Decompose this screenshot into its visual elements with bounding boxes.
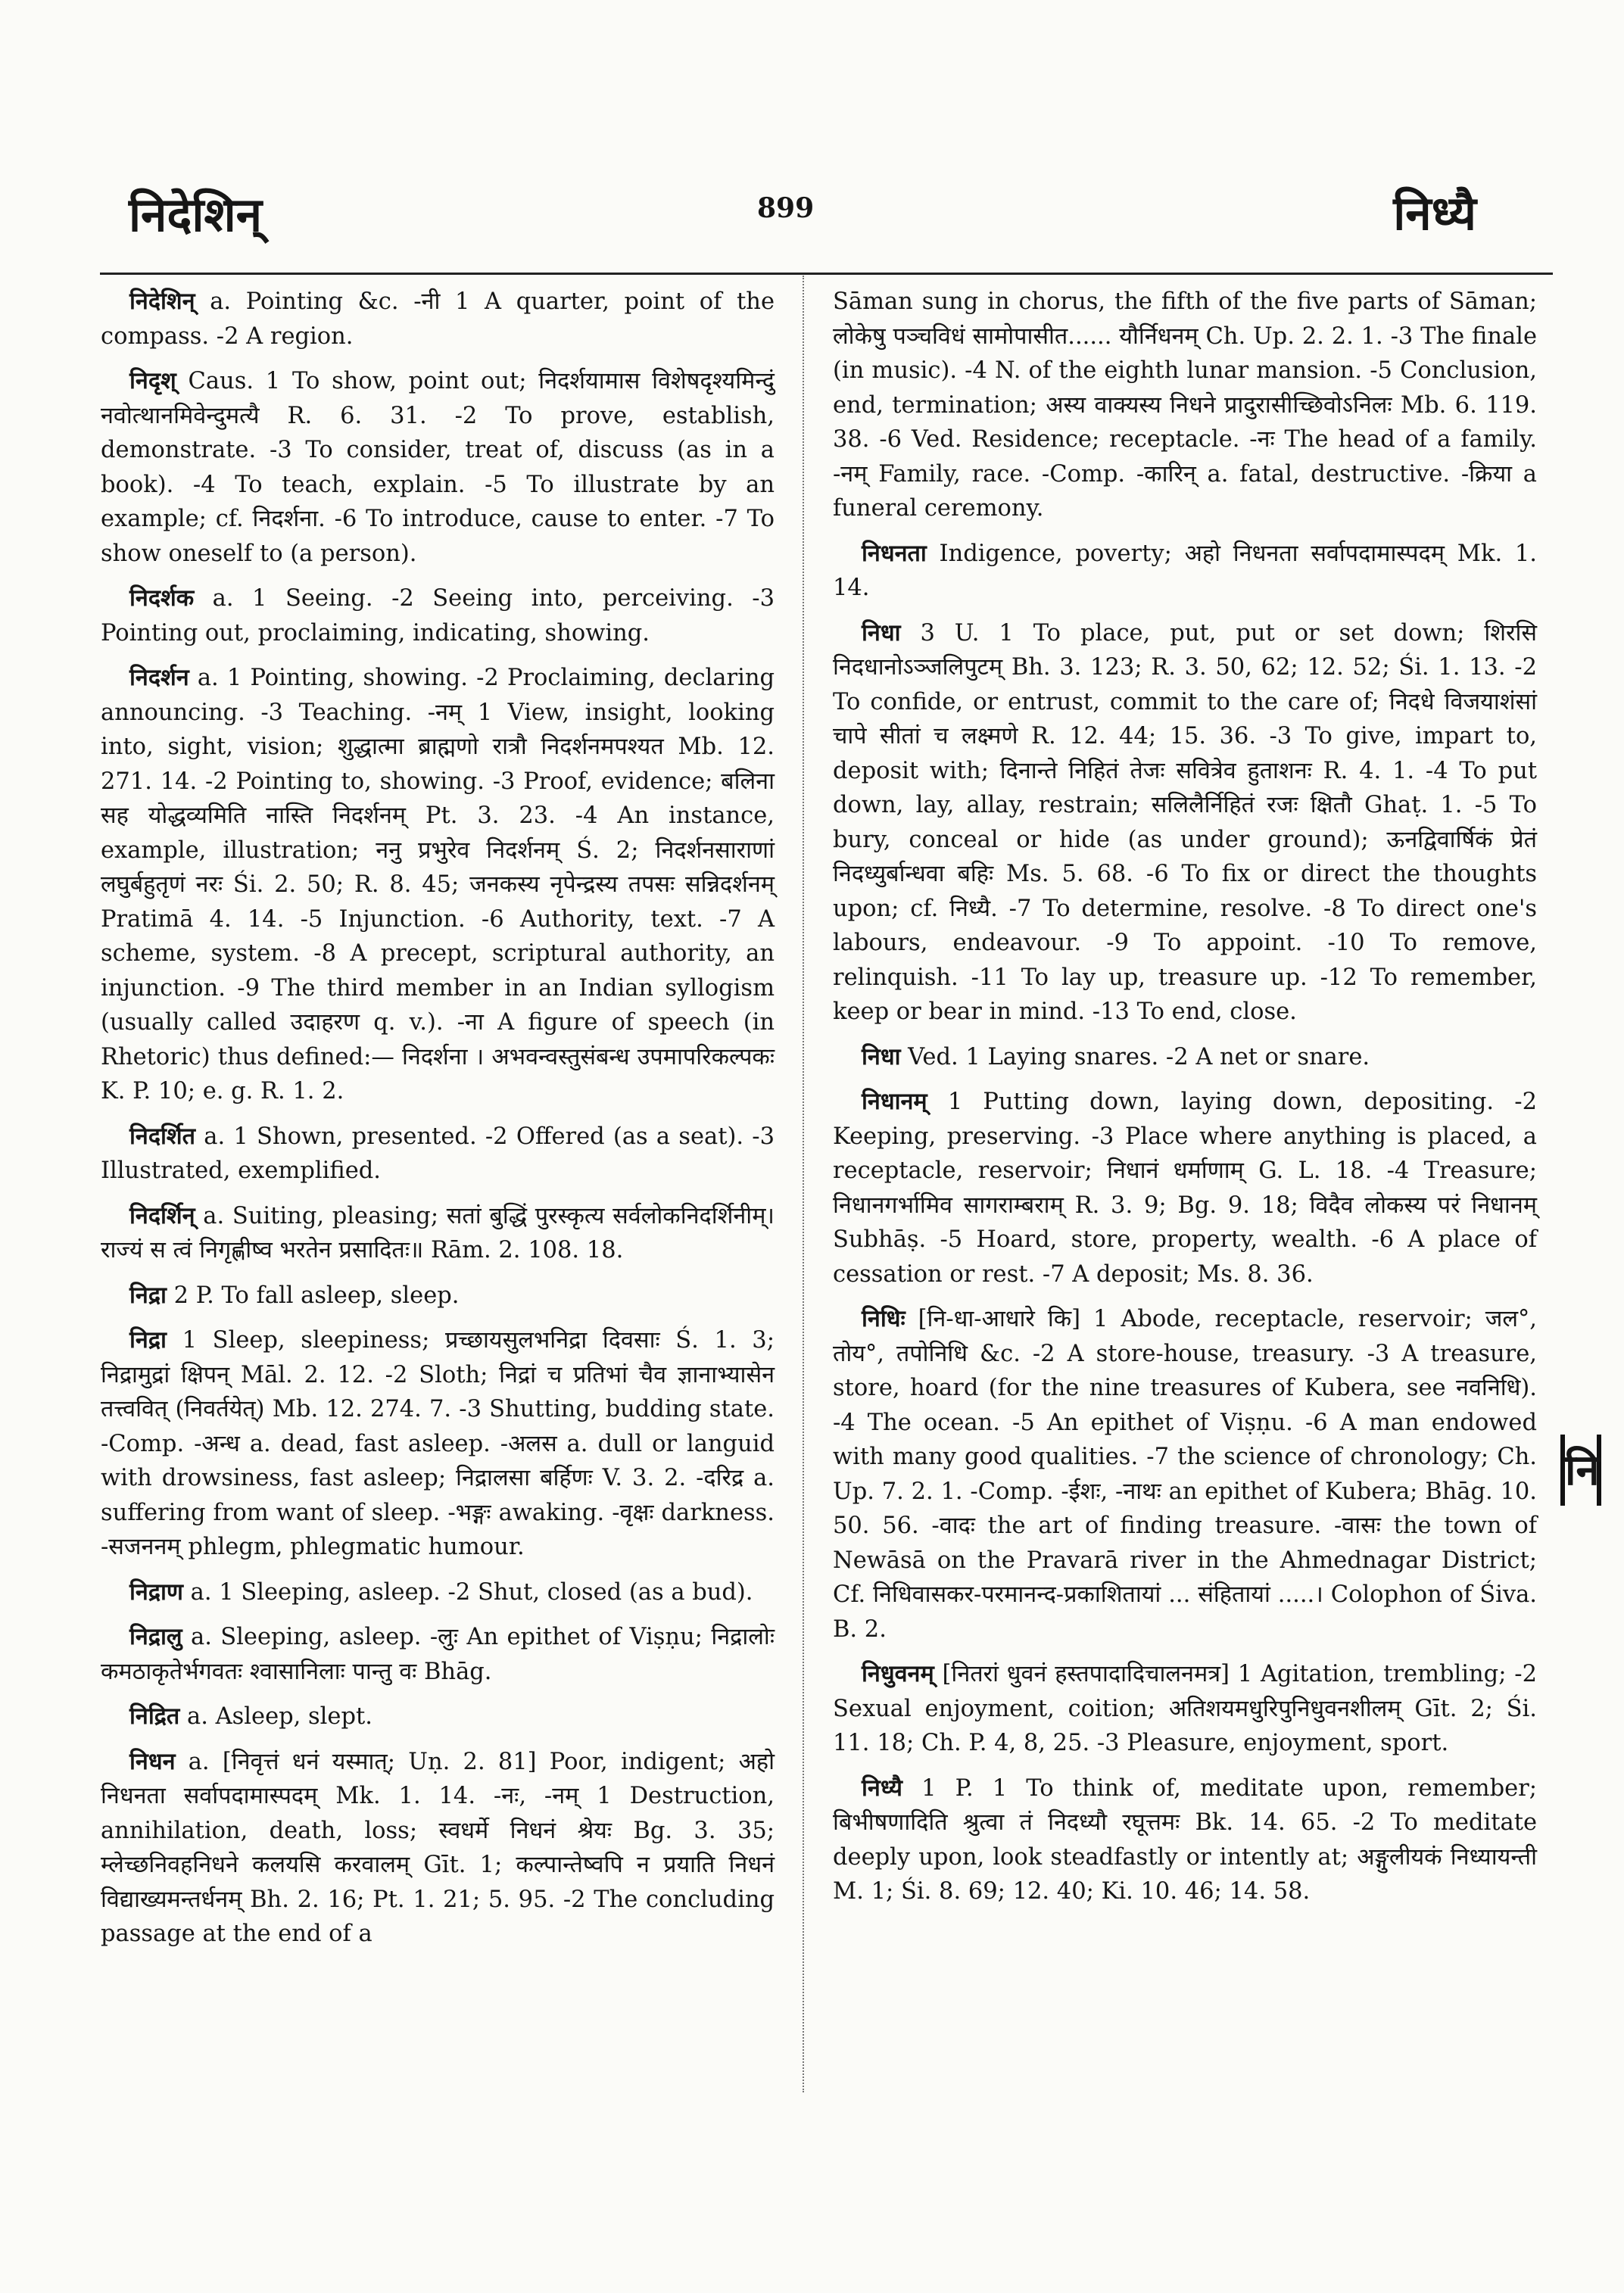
dictionary-entry [833,1085,1537,1291]
dictionary-entry [833,616,1537,1030]
headword: निदर्शक [129,584,195,612]
dictionary-entry [101,1745,775,1952]
headword: निदर्शन [129,664,189,691]
dictionary-entry [101,1699,775,1734]
right-column [833,285,1537,1920]
column-divider [803,276,804,2092]
dictionary-entry [101,1199,775,1268]
headword: निदेशिन् [129,288,195,315]
definition: a. 1 Sleeping, asleep. -2 Shut, closed (as a bud). [182,1578,753,1606]
definition: 3 U. 1 To place, put, put or set down; शिरसि निदधानोऽञ्जलिपुटम् Bh. 3. 123; R. 3. 50, 62; 12. 52; Śi. 1. 13. -2 To confide, or entrust, commit to the care of; निदधे विजयाशंसां चापे सीतां च लक्ष्मणे R. 12. 44; 15. 36. -3 To give, impart to, deposit with; दिनान्ते निहितं तेजः सवित्रेव हुताशनः R. 4. 1. -4 To put down, lay, allay, restrain; सलिलैर्निहितं रजः क्षितौ Ghaṭ. 1. -5 To bury, conceal or hide (as under ground); ऊनद्विवार्षिकं प्रेतं निदध्युर्बान्धवा बहिः Ms. 5. 68. -6 To fix or direct the thoughts upon; cf. निध्यै. -7 To determine, resolve. -8 To direct one's labours, endeavour. -9 To appoint. -10 To remove, relinquish. -11 To lay up, treasure up. -12 To remember, keep or bear in mind. -13 To end, close. [833,619,1537,1025]
headword: निधिः [862,1305,906,1332]
definition: [नितरां धुवनं हस्तपादादिचालनमत्र] 1 Agitation, trembling; -2 Sexual enjoyment, coition; अतिशयमधुरिपुनिधुवनशीलम् Gīt. 2; Śi. 11. 18; Ch. P. 4, 8, 25. -3 Pleasure, enjoyment, sport. [833,1661,1537,1756]
headword: निद्राण [129,1578,183,1606]
headword: निदर्शिन् [129,1201,195,1229]
running-head-left: निदेशिन् [129,187,263,242]
definition: 1 P. 1 To think of, meditate upon, remember; बिभीषणादिति श्रुत्वा तं निदध्यौ रघूत्तमः Bk. 14. 65. -2 To meditate deeply upon, look steadfastly or intently at; अङ्गुलीयकं निध्यायन्ती M. 1; Śi. 8. 69; 12. 40; Ki. 10. 46; 14. 58. [833,1774,1537,1905]
header-rule [100,273,1553,275]
headword: निधा [862,618,901,646]
dictionary-entry [833,1657,1537,1761]
definition: Ved. 1 Laying snares. -2 A net or snare. [900,1043,1370,1070]
definition: a. Sleeping, asleep. -लुः An epithet of Viṣṇu; निद्रालोः कमठाकृतेर्भगवतः श्वासानिलाः पान्तु वः Bhāg. [101,1624,775,1685]
headword: निध्यै [862,1774,902,1802]
dictionary-entry [101,1120,775,1189]
headword: निद्रा [129,1326,167,1354]
definition: a. Asleep, slept. [179,1703,372,1730]
definition: a. 1 Pointing, showing. -2 Proclaiming, declaring announcing. -3 Teaching. -नम् 1 View, insight, looking into, sight, vision; शुद्धात्मा ब्राह्मणो रात्रौ निदर्शनमपश्यत Mb. 12. 271. 14. -2 Pointing to, showing. -3 Proof, evidence; बलिना सह योद्धव्यमिति नास्ति निदर्शनम् Pt. 3. 23. -4 An instance, example, illustration; ननु प्रभुरेव निदर्शनम् Ś. 2; निदर्शनसाराणां लघुर्बहुतृणं नरः Śi. 2. 50; R. 8. 45; जनकस्य नृपेन्द्रस्य तपसः सन्निदर्शनम् Pratimā 4. 14. -5 Injunction. -6 Authority, text. -7 A scheme, system. -8 A precept, scriptural authority, an injunction. -9 The third member in an Indian syllogism (usually called उदाहरण q. v.). -ना A figure of speech (in Rhetoric) thus defined:— निदर्शना । अभवन्वस्तुसंबन्ध उपमापरिकल्पकः K. P. 10; e. g. R. 1. 2. [101,665,775,1104]
definition: a. [निवृत्तं धनं यस्मात्; Uṇ. 2. 81] Poor, indigent; अहो निधनता सर्वापदामास्पदम् Mk. 1. 14. -नः, -नम् 1 Destruction, annihilation, death, loss; स्वधर्मे निधनं श्रेयः Bg. 3. 35; म्लेच्छनिवहनिधने कलयसि करवालम् Gīt. 1; कल्पान्तेष्वपि न प्रयाति निधनं विद्याख्यमन्तर्धनम् Bh. 2. 16; Pt. 1. 21; 5. 95. -2 The concluding passage at the end of a [101,1748,775,1947]
thumb-index-tab: नि [1560,1435,1601,1506]
dictionary-entry-continued [833,285,1537,526]
dictionary-entry [101,364,775,571]
dictionary-entry [101,1620,775,1689]
dictionary-entry [833,1302,1537,1647]
headword: निद्रालु [129,1623,182,1650]
headword: निधनता [862,539,927,567]
headword: निधन [129,1747,176,1775]
dictionary-entry [101,1323,775,1565]
left-column [101,285,775,1962]
running-head-right: निध्यै [1393,185,1476,241]
headword: निधानम् [862,1088,927,1115]
dictionary-entry [101,581,775,650]
definition: a. 1 Shown, presented. -2 Offered (as a seat). -3 Illustrated, exemplified. [101,1123,775,1184]
dictionary-entry [101,1575,775,1610]
definition: Sāman sung in chorus, the fifth of the five parts of Sāman; लोकेषु पञ्चविधं सामोपासीत...... यौर्निधनम् Ch. Up. 2. 2. 1. -3 The finale (in music). -4 N. of the eighth lunar mansion. -5 Conclusion, end, termination; अस्य वाक्यस्य निधने प्रादुरासीच्छिवोऽनिलः Mb. 6. 119. 38. -6 Ved. Residence; receptacle. -नः The head of a family. -नम् Family, race. -Comp. -कारिन् a. fatal, destructive. -क्रिया a funeral ceremony. [833,288,1537,522]
definition: 1 Putting down, laying down, depositing. -2 Keeping, preserving. -3 Place where anything is placed, a receptacle, reservoir; निधानं धर्माणाम् G. L. 18. -4 Treasure; निधानगर्भामिव सागराम्बराम् R. 3. 9; Bg. 9. 18; विदैव लोकस्य परं निधानम् Subhāṣ. -5 Hoard, store, property, wealth. -6 A place of cessation or rest. -7 A deposit; Ms. 8. 36. [833,1089,1537,1288]
definition: [नि-धा-आधारे कि] 1 Abode, receptacle, reservoir; जल°, तोय°, तपोनिधि &c. -2 A store-house, treasury. -3 A treasure, store, hoard (for the nine treasures of Kubera, see नवनिधि). -4 The ocean. -5 An epithet of Viṣṇu. -6 A man endowed with many good qualities. -7 the science of chronology; Ch. Up. 7. 2. 1. -Comp. -ईशः, -नाथः an epithet of Kubera; Bhāg. 10. 50. 56. -वादः the art of finding treasure. -वासः the town of Newāsā on the Pravarā river in the Ahmednagar District; Cf. निधिवासकर-परमानन्द-प्रकाशितायां ... संहितायां .....। Colophon of Śiva. B. 2. [833,1306,1537,1643]
definition: a. 1 Seeing. -2 Seeing into, perceiving. -3 Pointing out, proclaiming, indicating, showing. [101,585,775,646]
dictionary-entry [833,537,1537,606]
definition: Caus. 1 To show, point out; निदर्शयामास विशेषदृश्यमिन्दुं नवोत्थानमिवेन्दुमत्यै R. 6. 31. -2 To prove, establish, demonstrate. -3 To consider, treat of, discuss (as in a book). -4 To teach, explain. -5 To illustrate by an example; cf. निदर्शना. -6 To introduce, cause to enter. -7 To show oneself to (a person). [101,368,775,567]
definition: Indigence, poverty; अहो निधनता सर्वापदामास्पदम् Mk. 1. 14. [833,540,1537,601]
page-number: 899 [757,192,815,224]
definition: 1 Sleep, sleepiness; प्रच्छायसुलभनिद्रा दिवसाः Ś. 1. 3; निद्रामुद्रां क्षिपन् Māl. 2. 12. -2 Sloth; निद्रां च प्रतिभां चैव ज्ञानाभ्यासेन तत्त्ववित् (निवर्तयेत्) Mb. 12. 274. 7. -3 Shutting, budding state. -Comp. -अन्ध a. dead, fast asleep. -अलस a. dull or languid with drowsiness, fast asleep; निद्रालसा बर्हिणः V. 3. 2. -दरिद्र a. suffering from want of sleep. -भङ्गः awaking. -वृक्षः darkness. -सजननम् phlegm, phlegmatic humour. [101,1327,775,1560]
headword: निद्रित [129,1703,180,1730]
dictionary-entry [101,285,775,354]
dictionary-entry [833,1040,1537,1075]
definition: a. Suiting, pleasing; सतां बुद्धिं पुरस्कृत्य सर्वलोकनिदर्शिनीम्। राज्यं स त्वं निगृह्णीष्व भरतेन प्रसादितः॥ Rām. 2. 108. 18. [101,1202,775,1263]
definition: 2 P. To fall asleep, sleep. [166,1282,460,1309]
headword: निधुवनम् [862,1660,934,1687]
headword: निद्रा [129,1281,167,1309]
dictionary-entry [101,1279,775,1313]
dictionary-entry [833,1771,1537,1909]
headword: निदृश् [129,367,176,394]
dictionary-entry [101,661,775,1109]
definition: a. Pointing &c. -नी 1 A quarter, point of the compass. -2 A region. [101,288,775,350]
headword: निधा [862,1042,901,1070]
headword: निदर्शित [129,1122,196,1150]
